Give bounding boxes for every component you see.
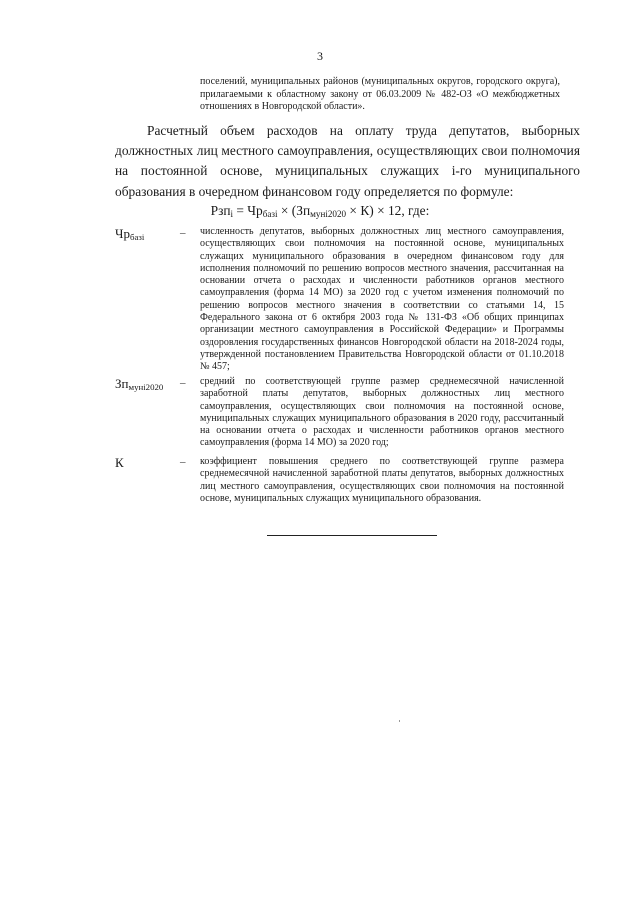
definition-dash: – xyxy=(180,456,186,468)
formula-lhs: Рзп xyxy=(210,203,231,218)
definition-text: коэффициент повышения среднего по соответствующей группе размера среднемесячной начисленной заработной платы депутатов, выборных должностных лиц местного самоуправления, осуществляющих свои полномочия на постоянной основе, муниципальных служащих муниципального образования. xyxy=(200,456,564,504)
scan-speck xyxy=(399,720,400,722)
definition-symbol xyxy=(115,226,144,242)
formula-rhs: × К) × 12, где: xyxy=(346,203,430,218)
main-paragraph: Расчетный объем расходов на оплату труда депутатов, выборных должностных лиц местного самоуправления, осуществляющих свои полномочия на постоянной основе, муниципальных служащих i-го муниципального образования в очередном финансовом году определяется по формуле: xyxy=(115,123,580,199)
end-separator-line xyxy=(267,535,437,536)
page-number: 3 xyxy=(317,49,323,63)
main-text xyxy=(115,121,580,202)
symbol-text: К xyxy=(115,455,124,470)
symbol-sub: базі xyxy=(129,232,145,242)
formula-term2-sub: мунi2020 xyxy=(310,209,347,219)
formula-term1-sub: базі xyxy=(262,209,278,219)
symbol-text: Чр xyxy=(115,226,130,241)
formula-mid: × (Зп xyxy=(277,203,311,218)
definition-symbol xyxy=(115,455,124,471)
definition-dash: – xyxy=(180,377,186,389)
formula-eq: = Чр xyxy=(233,203,263,218)
continuation-text: поселений, муниципальных районов (муниципальных округов, городского округа), прилагаемыми к областному закону от 06.03.2009 № 482-ОЗ «О межбюджетных отношениях в Новгородской области». xyxy=(200,76,560,112)
definition-text: численность депутатов, выборных должностных лиц местного самоуправления, осуществляющих свои полномочия на постоянной основе, муниципальных служащих муниципального образования в очередном финансовом году для исполнения полномочий по решению вопросов местного значения, рассчитанная на основании отчета о расходах и численности работников органов местного самоуправления (форма 14 МО) за 2020 год с учетом изменения полномочий по решению вопросов местного значения в соответствии со статьями 14, 15 Федерального закона от 6 октября 2003 года № 131-ФЗ «Об общих принципах организации местного самоуправления в Российской Федерации» и Программы оздоровления государственных финансов Новгородской области на 2018-2024 годы, утвержденной постановлением Правительства Новгородской области от 01.10.2018 № 457; xyxy=(200,226,564,373)
definition-symbol xyxy=(115,376,163,392)
formula xyxy=(0,203,640,219)
symbol-text: Зп xyxy=(115,376,129,391)
symbol-sub: мунi2020 xyxy=(128,382,164,392)
definition-dash: – xyxy=(180,227,186,239)
formula-lhs-sub: i xyxy=(230,209,234,219)
definition-text: средний по соответствующей группе размер среднемесячной начисленной заработной платы депутатов, выборных должностных лиц местного самоуправления, осуществляющих свои полномочия на постоянной основе, муниципальных служащих муниципального образования в 2020 году, рассчитанный на основании отчета о расходах и численности работников органов местного самоуправления (форма 14 МО) за 2020 год; xyxy=(200,376,564,449)
